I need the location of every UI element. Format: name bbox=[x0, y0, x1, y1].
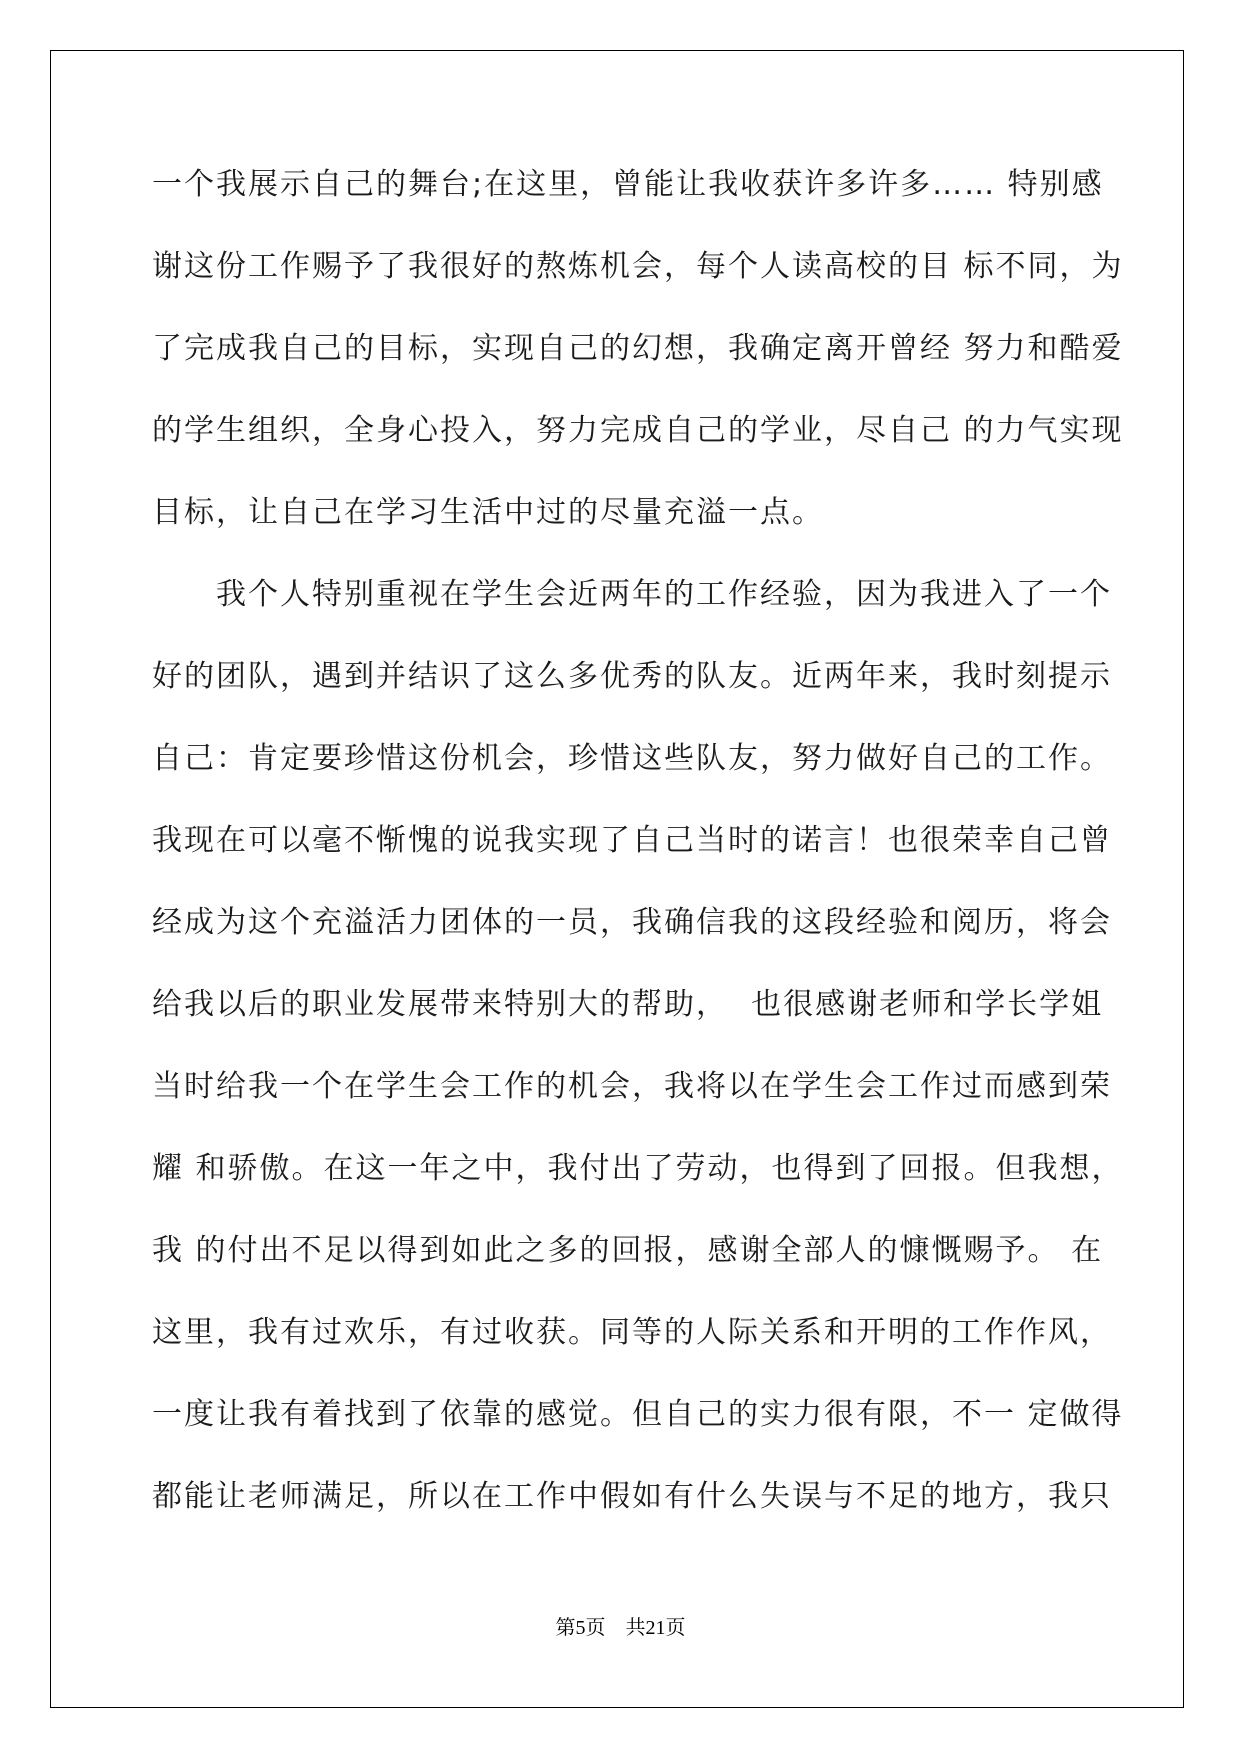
text-line: 经成为这个充溢活力团体的一员，我确信我的这段经验和阅历，将会 bbox=[152, 905, 1112, 940]
text-line: 自己：肯定要珍惜这份机会，珍惜这些队友，努力做好自己的工作。 bbox=[152, 741, 1112, 776]
text-line: 了完成我自己的目标，实现自己的幻想，我确定离开曾经 努力和酷爱 bbox=[152, 331, 1124, 366]
footer-gap bbox=[606, 1617, 626, 1639]
text-line: 我个人特别重视在学生会近两年的工作经验，因为我进入了一个 bbox=[152, 577, 1112, 612]
page-number: 第5页 bbox=[555, 1617, 606, 1639]
text-line: 的学生组织，全身心投入，努力完成自己的学业，尽自己 的力气实现 bbox=[152, 413, 1124, 448]
text-line: 我 的付出不足以得到如此之多的回报，感谢全部人的慷慨赐予。 在 bbox=[152, 1233, 1104, 1268]
text-line: 一度让我有着找到了依靠的感觉。但自己的实力很有限，不一 定做得 bbox=[152, 1397, 1124, 1432]
text-line: 当时给我一个在学生会工作的机会，我将以在学生会工作过而感到荣 bbox=[152, 1069, 1112, 1104]
text-line: 谢这份工作赐予了我很好的熬炼机会，每个人读高校的目 标不同，为 bbox=[152, 249, 1124, 284]
text-line: 好的团队，遇到并结识了这么多优秀的队友。近两年来，我时刻提示 bbox=[152, 659, 1112, 694]
text-line: 都能让老师满足，所以在工作中假如有什么失误与不足的地方，我只 bbox=[152, 1479, 1112, 1514]
text-line: 目标，让自己在学习生活中过的尽量充溢一点。 bbox=[152, 495, 824, 530]
text-line: 我现在可以毫不惭愧的说我实现了自己当时的诺言！也很荣幸自己曾 bbox=[152, 823, 1112, 858]
page-total: 共21页 bbox=[625, 1617, 686, 1639]
document-body bbox=[152, 158, 1124, 1552]
text-line: 一个我展示自己的舞台;在这里，曾能让我收获许多许多…… 特别感 bbox=[152, 167, 1104, 202]
text-line: 耀 和骄傲。在这一年之中，我付出了劳动，也得到了回报。但我想， bbox=[152, 1151, 1124, 1186]
text-line: 给我以后的职业发展带来特别大的帮助， 也很感谢老师和学长学姐 bbox=[152, 987, 1104, 1022]
page-footer bbox=[0, 1611, 1241, 1640]
text-line: 这里，我有过欢乐，有过收获。同等的人际关系和开明的工作作风， bbox=[152, 1315, 1112, 1350]
